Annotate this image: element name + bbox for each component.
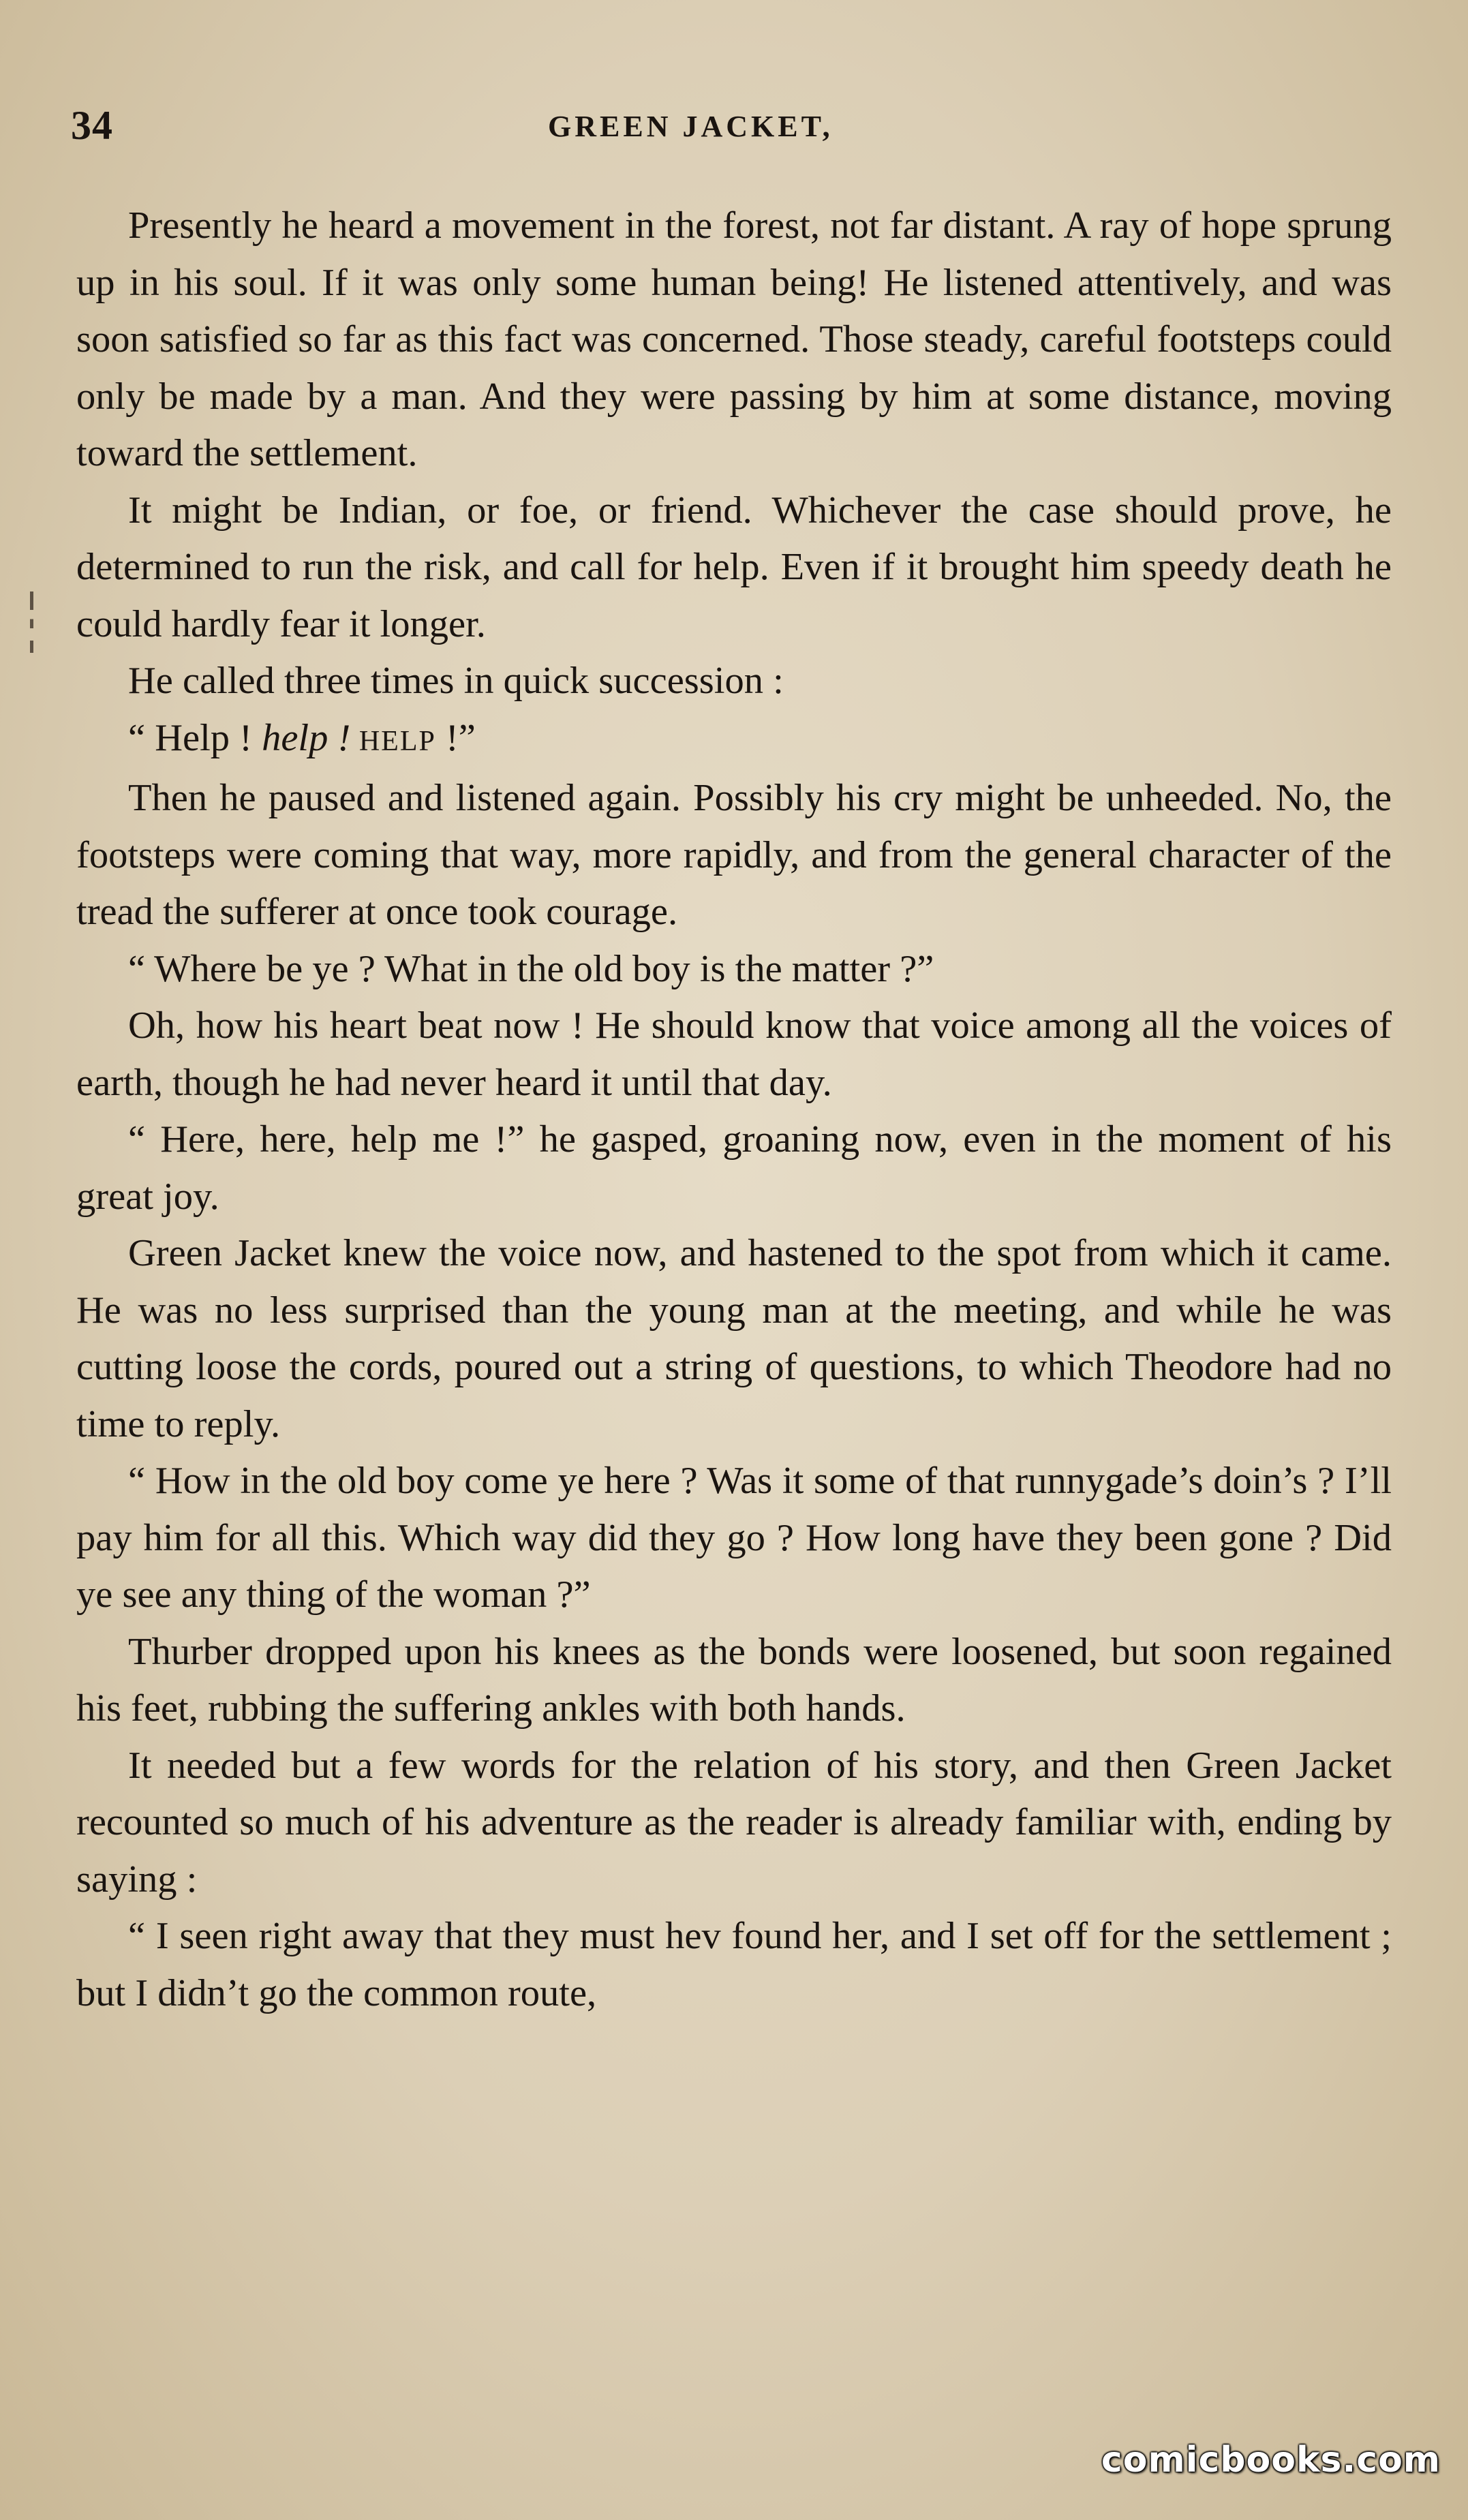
help-cry-3: HELP [350,725,436,757]
help-cry-end: !” [435,716,476,759]
paragraph: Then he paused and listened again. Possibly his cry might be unheeded. No, the footsteps were coming that way, more rapidly, and from the general character of the tread the sufferer at once took courage. [76,777,1392,933]
paragraph: “ Where be ye ? What in the old boy is the matter ?” [128,947,934,990]
paragraph: “ I seen right away that they must hev found her, and I set off for the settlement ; but I didn’t go the common route, [76,1915,1392,2014]
paragraph: Presently he heard a movement in the forest, not far distant. A ray of hope sprung up in his soul. If it was only some human being! He listened attentively, and was soon satisfied so far as this fact was concerned. Those steady, careful footsteps could only be made by a man. And they were passing by him at some distance, moving toward the settlement. [76,204,1392,474]
paragraph: Thurber dropped upon his knees as the bonds were loosened, but soon regained his feet, rubbing the suffering ankles with both hands. [76,1630,1392,1730]
paragraph: “ How in the old boy come ye here ? Was it some of that runnygade’s doin’s ? I’ll pay him for all this. Which way did they go ? How long have they been gone ? Did ye see any thing of the woman ?” [76,1460,1392,1616]
margin-mark [30,591,33,653]
page-number: 34 [71,103,113,148]
paragraph: “ Here, here, help me !” he gasped, groaning now, even in the moment of his great joy. [76,1118,1392,1218]
paragraph: Oh, how his heart beat now ! He should know that voice among all the voices of earth, though he had never heard it until that day. [76,1004,1392,1104]
paragraph: He called three times in quick succession : [128,660,784,702]
help-cry-1: “ Help ! [128,716,262,759]
body-text [76,198,1392,2022]
paragraph: It might be Indian, or foe, or friend. Whichever the case should prove, he determined to run the risk, and call for help. Even if it brought him speedy death he could hardly fear it longer. [76,489,1392,645]
help-cry-2: help ! [262,716,351,759]
paragraph-help-cry [76,710,1392,771]
running-head: GREEN JACKET, [548,110,834,143]
watermark: comicbooks.com [1101,2440,1441,2480]
paragraph: It needed but a few words for the relation of his story, and then Green Jacket recounted so much of his adventure as the reader is already familiar with, ending by saying : [76,1744,1392,1901]
page-header [71,102,1400,157]
paragraph: Green Jacket knew the voice now, and hastened to the spot from which it came. He was no less surprised than the young man at the meeting, and while he was cutting loose the cords, poured out a string of questions, to which Theodore had no time to reply. [76,1232,1392,1445]
